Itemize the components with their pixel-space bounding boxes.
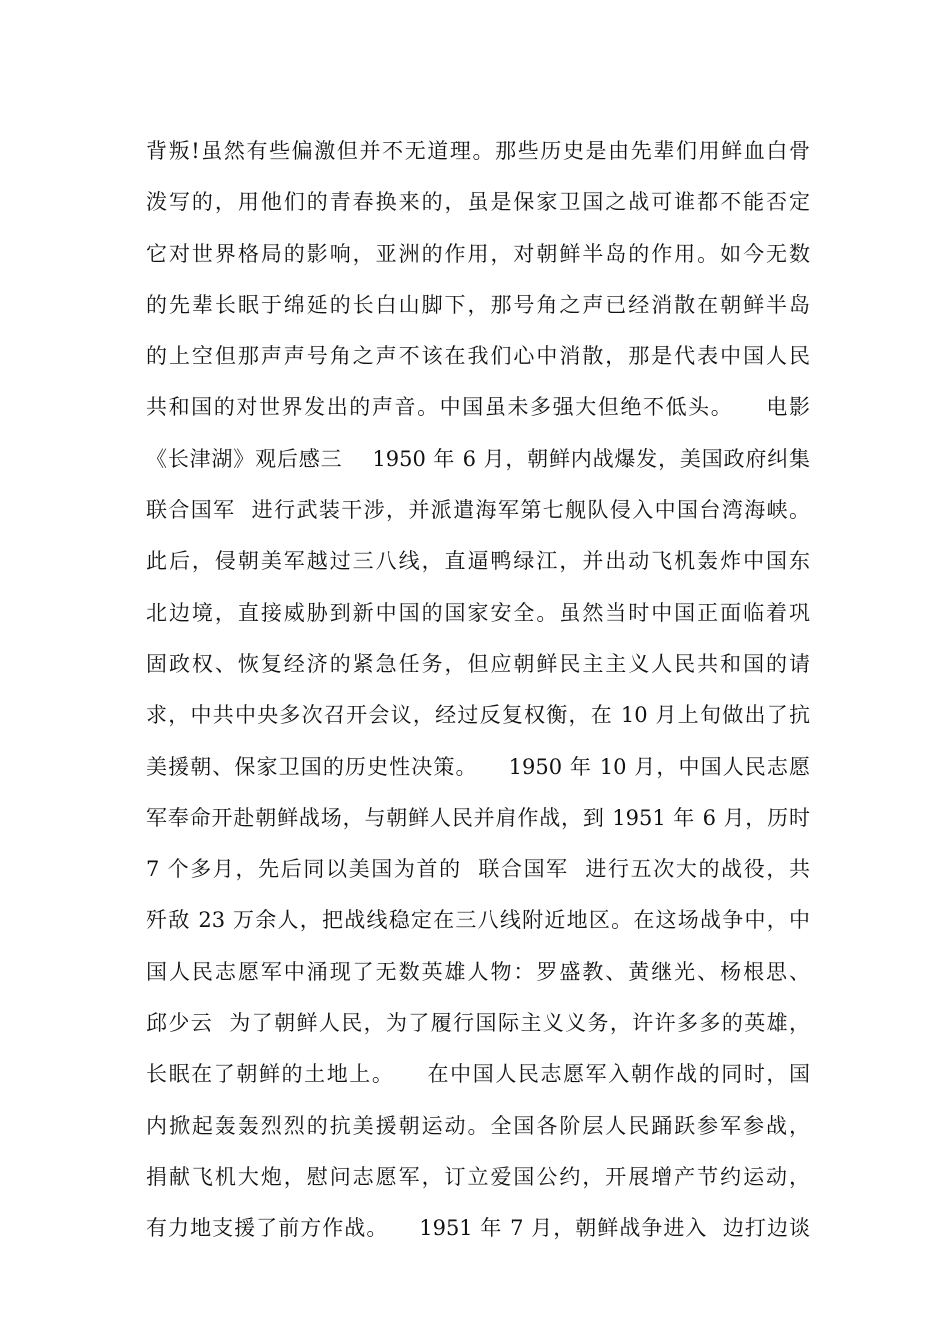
text-line: 共和国的对世界发出的声音。中国虽未多强大但绝不低头。 电影 (146, 395, 810, 420)
text-line: 歼敌 23 万余人，把战线稳定在三八线附近地区。在这场战争中，中 (146, 908, 810, 933)
text-line: 背叛!虽然有些偏激但并不无道理。那些历史是由先辈们用鲜血白骨 (146, 139, 810, 163)
text-line: 有力地支援了前方作战。 1951 年 7 月，朝鲜战争进入 边打边谈 (146, 1216, 810, 1241)
text-line: 军奉命开赴朝鲜战场，与朝鲜人民并肩作战，到 1951 年 6 月，历时 (146, 805, 810, 830)
text-line: 长眠在了朝鲜的土地上。 在中国人民志愿军入朝作战的同时，国 (146, 1062, 810, 1087)
text-line: 固政权、恢复经济的紧急任务，但应朝鲜民主主义人民共和国的请 (146, 651, 810, 676)
text-line: 联合国军 进行武装干涉，并派遣海军第七舰队侵入中国台湾海峡。 (146, 498, 810, 523)
text-line: 7 个多月，先后同以美国为首的 联合国军 进行五次大的战役，共 (146, 857, 810, 882)
text-line: 泼写的，用他们的青春换来的，虽是保家卫国之战可谁都不能否定 (146, 190, 810, 215)
body-text (146, 126, 810, 1255)
text-line: 它对世界格局的影响，亚洲的作用，对朝鲜半岛的作用。如今无数 (146, 241, 810, 266)
text-line: 的先辈长眠于绵延的长白山脚下，那号角之声已经消散在朝鲜半岛 (146, 292, 810, 317)
text-line: 国人民志愿军中涌现了无数英雄人物：罗盛教、黄继光、杨根思、 (146, 959, 810, 984)
text-line: 求，中共中央多次召开会议，经过反复权衡，在 10 月上旬做出了抗 (146, 703, 810, 728)
text-line: 《长津湖》观后感三 1950 年 6 月，朝鲜内战爆发，美国政府纠集 (146, 446, 810, 471)
text-line: 邱少云 为了朝鲜人民，为了履行国际主义义务，许许多多的英雄， (146, 1011, 810, 1036)
text-line: 北边境，直接威胁到新中国的国家安全。虽然当时中国正面临着巩 (146, 600, 810, 625)
text-line: 捐献飞机大炮，慰问志愿军，订立爱国公约，开展增产节约运动， (146, 1164, 810, 1189)
text-line: 此后，侵朝美军越过三八线，直逼鸭绿江，并出动飞机轰炸中国东 (146, 549, 810, 574)
text-line: 美援朝、保家卫国的历史性决策。 1950 年 10 月，中国人民志愿 (146, 754, 810, 779)
text-line: 的上空但那声声号角之声不该在我们心中消散，那是代表中国人民 (146, 344, 810, 369)
text-line: 内掀起轰轰烈烈的抗美援朝运动。全国各阶层人民踊跃参军参战， (146, 1113, 810, 1138)
